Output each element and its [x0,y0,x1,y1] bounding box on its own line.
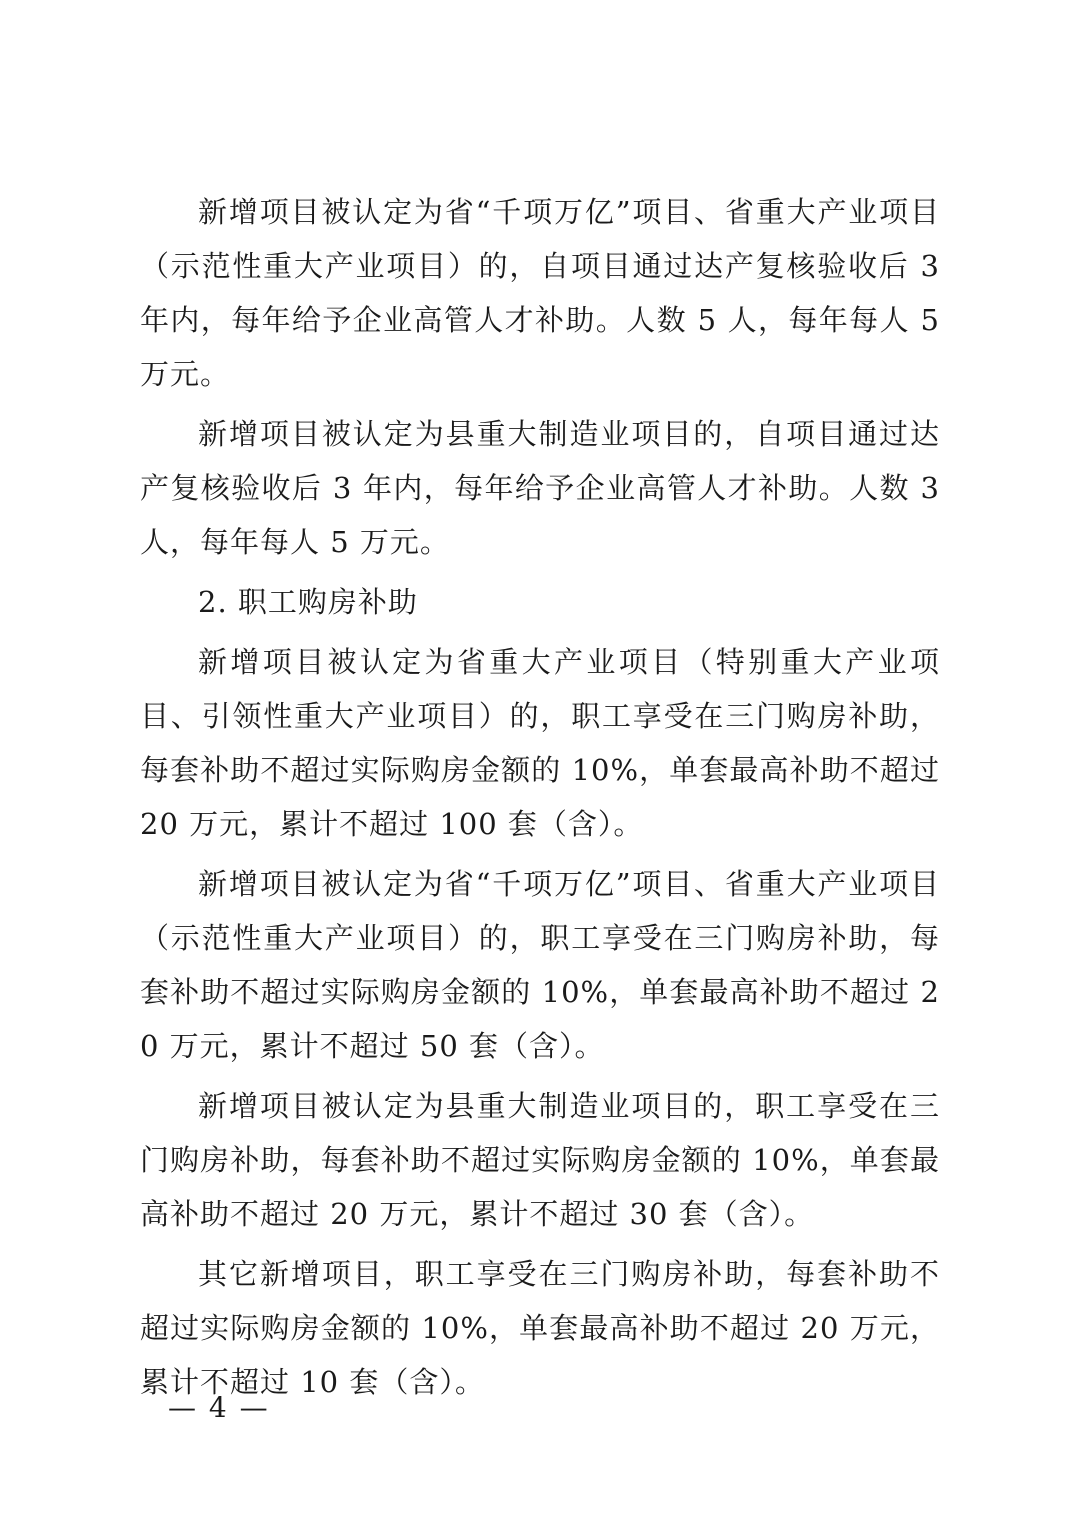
paragraph-executive-subsidy-county: 新增项目被认定为县重大制造业项目的，自项目通过达产复核验收后 3 年内，每年给予企业高管人才补助。人数 3 人，每年每人 5 万元。 [140,417,940,559]
document-body [140,185,940,1415]
paragraph-housing-subsidy-major-provincial: 新增项目被认定为省重大产业项目（特别重大产业项目、引领性重大产业项目）的，职工享受在三门购房补助，每套补助不超过实际购房金额的 10%，单套最高补助不超过 20 万元，累计不超过 100 套（含）。 [140,645,940,841]
paragraph-housing-subsidy-other: 其它新增项目，职工享受在三门购房补助，每套补助不超过实际购房金额的 10%，单套最高补助不超过 20 万元，累计不超过 10 套（含）。 [140,1257,940,1399]
page-number: — 4 — [168,1391,270,1424]
paragraph-housing-subsidy-provincial: 新增项目被认定为省“千项万亿”项目、省重大产业项目（示范性重大产业项目）的，职工享受在三门购房补助，每套补助不超过实际购房金额的 10%，单套最高补助不超过 20 万元，累计不超过 50 套（含）。 [140,867,940,1063]
section-heading-housing-subsidy: 2. 职工购房补助 [198,585,418,619]
paragraph-executive-subsidy-provincial: 新增项目被认定为省“千项万亿”项目、省重大产业项目（示范性重大产业项目）的，自项目通过达产复核验收后 3 年内，每年给予企业高管人才补助。人数 5 人，每年每人 5 万元。 [140,195,940,391]
paragraph-housing-subsidy-county: 新增项目被认定为县重大制造业项目的，职工享受在三门购房补助，每套补助不超过实际购房金额的 10%，单套最高补助不超过 20 万元，累计不超过 30 套（含）。 [140,1089,940,1231]
